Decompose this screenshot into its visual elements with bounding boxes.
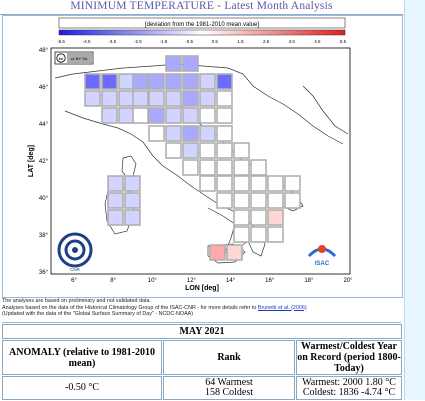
anomaly-header: ANOMALY (relative to 1981-2010 mean) bbox=[2, 340, 162, 375]
colorbar-tick: 5.5 bbox=[339, 39, 347, 44]
grid-cell bbox=[268, 210, 283, 225]
grid-cell bbox=[183, 160, 198, 175]
note-preliminary: The analyses are based on preliminary and not validated data. bbox=[2, 298, 151, 304]
data-notes bbox=[2, 298, 401, 323]
colorbar-tick: 3.5 bbox=[288, 39, 295, 44]
lat-tick-label: 42° bbox=[38, 159, 48, 165]
grid-cell bbox=[217, 74, 232, 89]
grid-cell bbox=[200, 108, 215, 123]
grid-cell bbox=[108, 176, 123, 191]
colorbar-tick: -4.5 bbox=[82, 39, 91, 44]
lon-tick-label: 12° bbox=[186, 278, 196, 284]
grid-cell bbox=[217, 143, 232, 158]
grid-cell bbox=[149, 126, 164, 141]
lon-ticks bbox=[71, 278, 353, 284]
lat-tick-label: 46° bbox=[38, 85, 48, 91]
right-background-strip bbox=[404, 0, 425, 400]
grid-cell bbox=[217, 193, 232, 208]
grid-cell bbox=[217, 91, 232, 106]
grid-cell bbox=[183, 91, 198, 106]
colorbar-label: [deviation from the 1981-2010 mean value] bbox=[144, 22, 260, 28]
lat-tick-label: 40° bbox=[38, 196, 48, 202]
rank-header: Rank bbox=[163, 340, 295, 375]
grid-cell bbox=[133, 91, 148, 106]
grid-cell bbox=[234, 160, 249, 175]
grid-cell bbox=[119, 74, 134, 89]
colorbar-tick: -3.5 bbox=[108, 39, 117, 44]
lat-tick-label: 38° bbox=[38, 233, 48, 239]
colorbar-tick: 1.5 bbox=[237, 39, 244, 44]
colorbar-tick: 4.5 bbox=[314, 39, 321, 44]
grid-cell bbox=[227, 245, 242, 260]
lon-axis-label: LON [deg] bbox=[185, 285, 219, 292]
grid-cell bbox=[108, 193, 123, 208]
grid-cell bbox=[183, 108, 198, 123]
grid-cell bbox=[268, 176, 283, 191]
grid-cell bbox=[183, 126, 198, 141]
grid-cell bbox=[217, 108, 232, 123]
grid-cell bbox=[200, 143, 215, 158]
grid-cell bbox=[85, 74, 100, 89]
colorbar-tick: -2.5 bbox=[134, 39, 142, 44]
map-panel bbox=[2, 15, 403, 298]
grid-cell bbox=[102, 74, 117, 89]
grid-cell bbox=[166, 108, 181, 123]
summary-table bbox=[1, 323, 403, 401]
grid-cell bbox=[217, 160, 232, 175]
lat-tick-label: 36° bbox=[38, 270, 48, 276]
anomaly-map bbox=[3, 16, 402, 297]
cc-badge-text: cc BY SA bbox=[70, 56, 88, 61]
grid-cell bbox=[285, 176, 300, 191]
grid-cell bbox=[133, 108, 148, 123]
grid-cell bbox=[125, 176, 140, 191]
grid-cell bbox=[183, 74, 198, 89]
colorbar-tick: 2.5 bbox=[262, 39, 270, 44]
grid-cell bbox=[268, 193, 283, 208]
isac-logo bbox=[307, 240, 337, 267]
grid-cell bbox=[149, 91, 164, 106]
grid-cell bbox=[234, 176, 249, 191]
cc-badge bbox=[55, 52, 93, 64]
grid-cell bbox=[149, 74, 164, 89]
grid-cell bbox=[210, 245, 225, 260]
grid-cell bbox=[119, 91, 134, 106]
grid-cell bbox=[102, 91, 117, 106]
lon-tick-label: 16° bbox=[265, 278, 275, 284]
grid-cell bbox=[125, 210, 140, 225]
grid-cell bbox=[200, 126, 215, 141]
lon-tick-label: 14° bbox=[226, 278, 236, 284]
brunetti-link[interactable]: Brunetti et al. (2006) bbox=[257, 304, 307, 311]
rank-value: 64 Warmest 158 Coldest bbox=[163, 376, 295, 400]
grid-cell bbox=[251, 227, 266, 242]
colorbar-tick: -5.5 bbox=[57, 39, 65, 44]
svg-text:CNR: CNR bbox=[70, 267, 80, 272]
grid-cell bbox=[234, 193, 249, 208]
grid-cell bbox=[200, 176, 215, 191]
grid-cell bbox=[217, 176, 232, 191]
lon-tick-label: 6° bbox=[71, 278, 77, 284]
grid-cell bbox=[166, 56, 181, 71]
month-heading: MAY 2021 bbox=[2, 324, 402, 339]
grid-cell bbox=[251, 210, 266, 225]
grid-cell bbox=[200, 160, 215, 175]
svg-text:cc: cc bbox=[58, 56, 64, 61]
grid-cell bbox=[102, 108, 117, 123]
record-value: Warmest: 2000 1.80 °C Coldest: 1836 -4.74 °C bbox=[296, 376, 402, 400]
grid-cell bbox=[183, 56, 198, 71]
note-update: (Updated with the data of the "Global Surface Summary of Day" - NCDC-NOAA) bbox=[2, 311, 194, 317]
grid-cell bbox=[234, 210, 249, 225]
lon-tick-label: 10° bbox=[147, 278, 157, 284]
grid-cell bbox=[183, 143, 198, 158]
grid-cell bbox=[234, 227, 249, 242]
grid-cell bbox=[285, 193, 300, 208]
grid-cell bbox=[217, 126, 232, 141]
lon-tick-label: 8° bbox=[110, 278, 117, 284]
anomaly-value: -0.50 °C bbox=[2, 376, 162, 400]
grid-cell bbox=[234, 143, 249, 158]
grid-cell bbox=[268, 227, 283, 242]
colorbar-tick: -1.5 bbox=[159, 39, 168, 44]
lat-tick-label: 48° bbox=[38, 48, 48, 54]
lon-tick-label: 18° bbox=[304, 278, 314, 284]
record-header: Warmest/Coldest Year on Record (period 1800-Today) bbox=[297, 341, 401, 374]
isac-logo-text: ISAC bbox=[314, 261, 330, 267]
page-title: MINIMUM TEMPERATURE - Latest Month Analysis bbox=[0, 0, 403, 15]
lat-axis-label: LAT [deg] bbox=[28, 144, 35, 178]
grid-cell bbox=[133, 74, 148, 89]
grid-cell bbox=[125, 193, 140, 208]
colorbar bbox=[57, 18, 347, 44]
grid-cell bbox=[119, 108, 134, 123]
grid-cell bbox=[200, 91, 215, 106]
grid-cell bbox=[200, 74, 215, 89]
grid-cell bbox=[166, 91, 181, 106]
note-source: Analyses based on the data of the Historical Climatology Group of the ISAC-CNR - for more details refer to Brunetti et al. (2006) bbox=[2, 304, 307, 311]
grid-cell bbox=[166, 126, 181, 141]
grid-cell bbox=[251, 160, 266, 175]
map-plot-area bbox=[51, 48, 350, 274]
lon-tick-label: 20° bbox=[343, 278, 353, 284]
colorbar-tick: 0.5 bbox=[211, 39, 218, 44]
colorbar-tick: -0.5 bbox=[185, 39, 194, 44]
grid-cell bbox=[149, 108, 164, 123]
grid-cell bbox=[85, 91, 100, 106]
grid-cell bbox=[108, 210, 123, 225]
grid-cell bbox=[251, 176, 266, 191]
lat-tick-label: 44° bbox=[38, 122, 48, 128]
grid-cell bbox=[166, 74, 181, 89]
grid-cell bbox=[251, 193, 266, 208]
grid-cell bbox=[166, 143, 181, 158]
lat-ticks bbox=[39, 48, 49, 276]
